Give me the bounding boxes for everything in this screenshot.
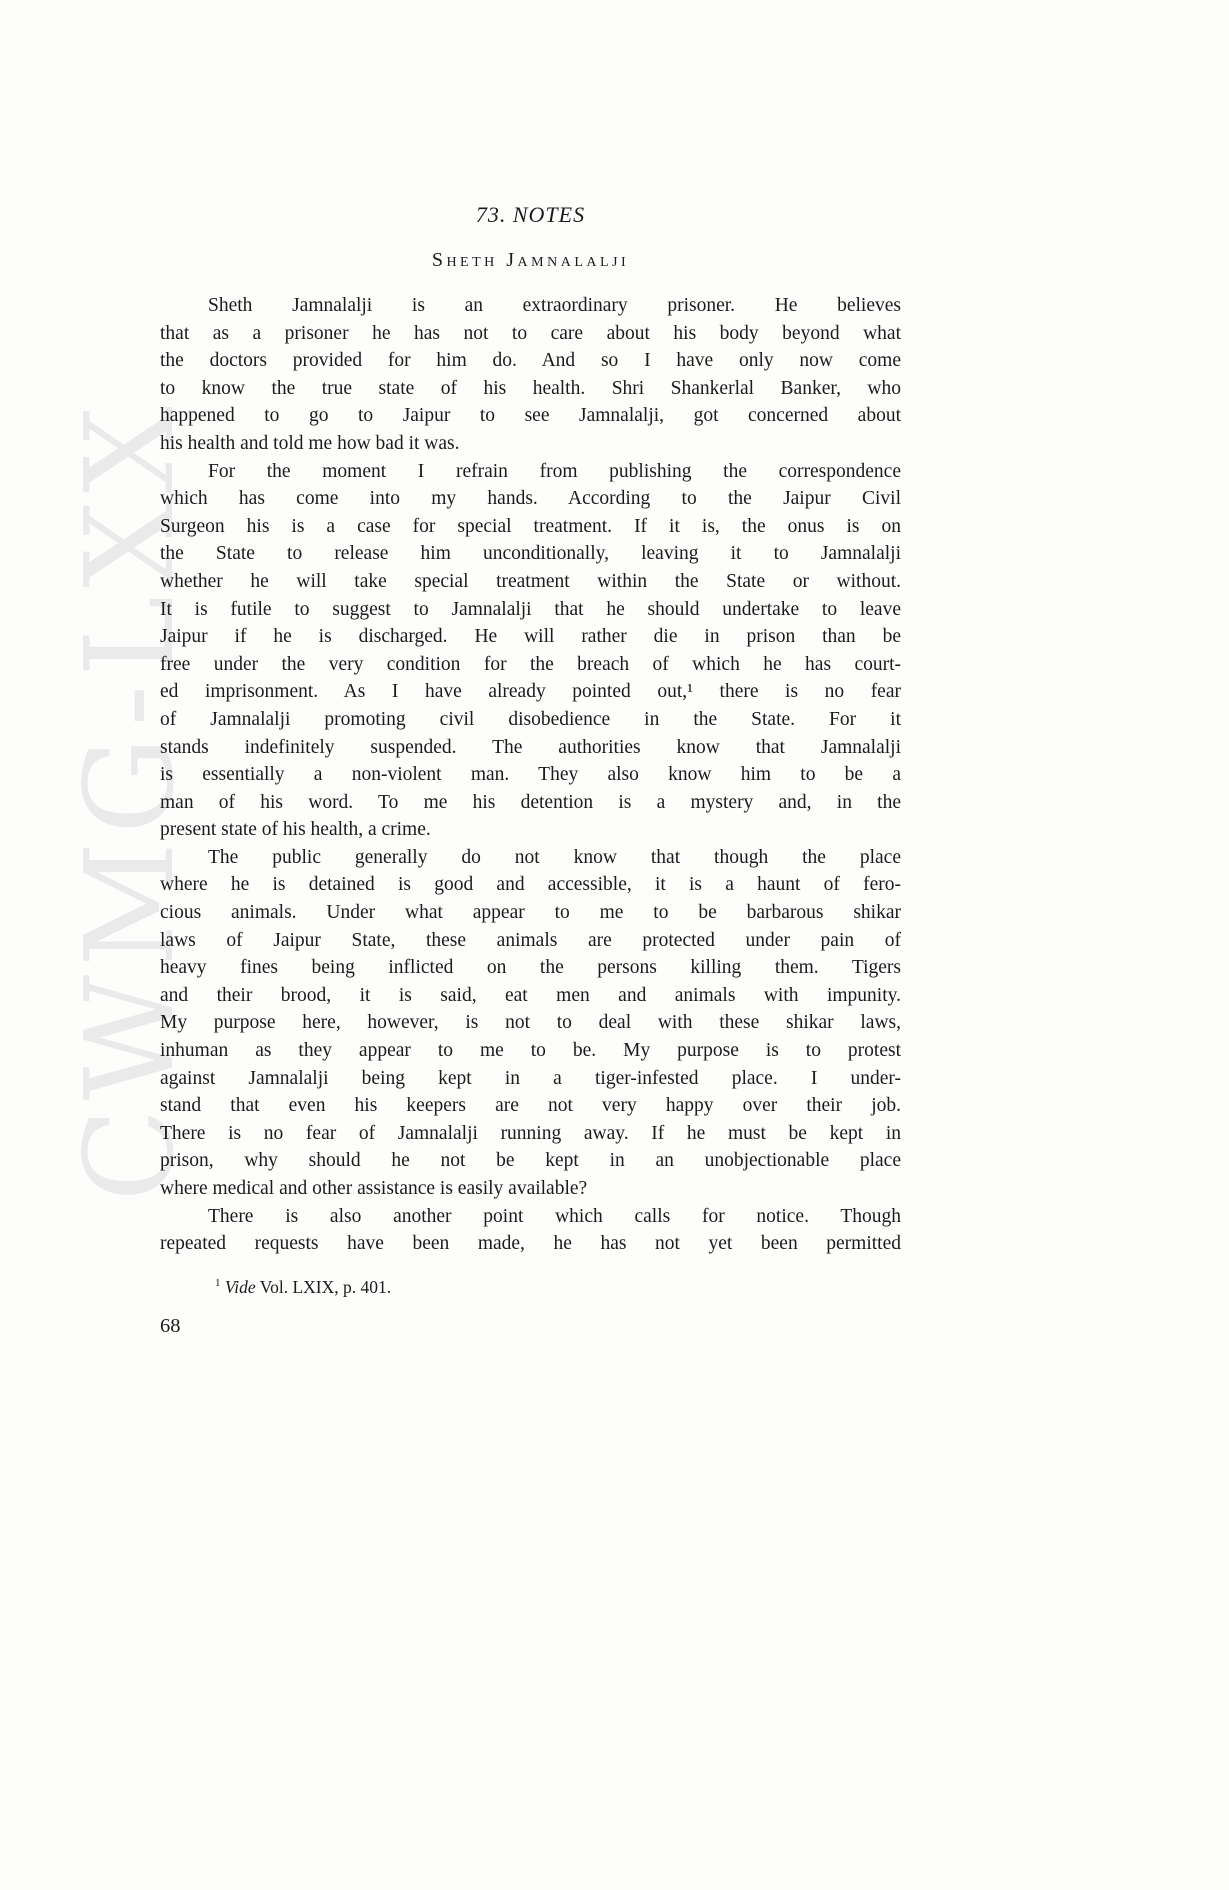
- text-line: inhuman as they appear to me to be. My purpose is to protest: [160, 1040, 901, 1062]
- text-line: which has come into my hands. According to the Jaipur Civil: [160, 488, 901, 510]
- paragraphs: [160, 292, 901, 1258]
- footnote-marker: 1: [215, 1276, 221, 1289]
- page-watermark: CWMG-LXX: [59, 398, 201, 1202]
- page-number: 68: [160, 1314, 181, 1337]
- text-line: There is also another point which calls for notice. Though: [208, 1205, 901, 1227]
- text-line: Sheth Jamnalalji is an extraordinary prisoner. He believes: [208, 295, 901, 316]
- text-line: The public generally do not know that though the place: [208, 846, 901, 868]
- text-line: happened to go to Jaipur to see Jamnalalji, got concerned about: [160, 405, 901, 427]
- footnote-text: Vol. LXIX, p. 401.: [259, 1276, 392, 1297]
- text-line: repeated requests have been made, he has not yet been permitted: [160, 1233, 901, 1255]
- paragraph: [160, 292, 901, 458]
- text-line: man of his word. To me his detention is a mystery and, in the: [160, 791, 901, 813]
- text-line: where medical and other assistance is easily available?: [160, 1178, 588, 1199]
- text-line: stand that even his keepers are not very happy over their job.: [160, 1095, 901, 1117]
- footnote: [160, 1271, 901, 1299]
- paragraph: [160, 844, 901, 1203]
- text-line: the State to release him unconditionally, leaving it to Jamnalalji: [160, 543, 901, 565]
- article-heading: Sheth Jamnalalji: [431, 249, 630, 271]
- paragraph: [160, 458, 901, 844]
- text-line: against Jamnalalji being kept in a tiger-infested place. I under-: [160, 1067, 901, 1089]
- text-line: My purpose here, however, is not to deal with these shikar laws,: [160, 1012, 901, 1034]
- text-line: prison, why should he not be kept in an unobjectionable place: [160, 1150, 901, 1172]
- text-line: his health and told me how bad it was.: [160, 432, 460, 454]
- text-line: For the moment I refrain from publishing the correspondence: [208, 460, 901, 482]
- text-line: the doctors provided for him do. And so I have only now come: [160, 350, 901, 372]
- text-line: where he is detained is good and accessible, it is a haunt of fero-: [160, 874, 901, 896]
- text-line: It is futile to suggest to Jamnalalji that he should undertake to leave: [160, 598, 901, 620]
- text-line: Jaipur if he is discharged. He will rather die in prison than be: [160, 626, 901, 648]
- text-line: stands indefinitely suspended. The authorities know that Jamnalalji: [160, 736, 901, 758]
- text-line: of Jamnalalji promoting civil disobedience in the State. For it: [160, 708, 901, 730]
- text-line: Surgeon his is a case for special treatment. If it is, the onus is on: [160, 515, 901, 537]
- text-line: that as a prisoner he has not to care about his body beyond what: [160, 322, 901, 344]
- footnote-vide: Vide: [224, 1276, 256, 1297]
- text-line: heavy fines being inflicted on the persons killing them. Tigers: [160, 957, 901, 979]
- text-line: cious animals. Under what appear to me to be barbarous shikar: [160, 902, 901, 924]
- text-line: whether he will take special treatment within the State or without.: [160, 570, 901, 592]
- text-line: laws of Jaipur State, these animals are protected under pain of: [160, 929, 901, 951]
- text-line: and their brood, it is said, eat men and animals with impunity.: [160, 984, 901, 1006]
- paragraph: [160, 1203, 901, 1258]
- text-line: There is no fear of Jamnalalji running away. If he must be kept in: [160, 1122, 901, 1144]
- article-title: 73. NOTES: [475, 202, 586, 227]
- page-content: [160, 0, 901, 1338]
- text-line: ed imprisonment. As I have already pointed out,¹ there is no fear: [160, 681, 901, 703]
- text-line: present state of his health, a crime.: [160, 819, 431, 841]
- text-line: to know the true state of his health. Shri Shankerlal Banker, who: [160, 377, 901, 399]
- text-line: is essentially a non-violent man. They also know him to be a: [160, 764, 901, 786]
- text-line: free under the very condition for the breach of which he has court-: [160, 653, 901, 675]
